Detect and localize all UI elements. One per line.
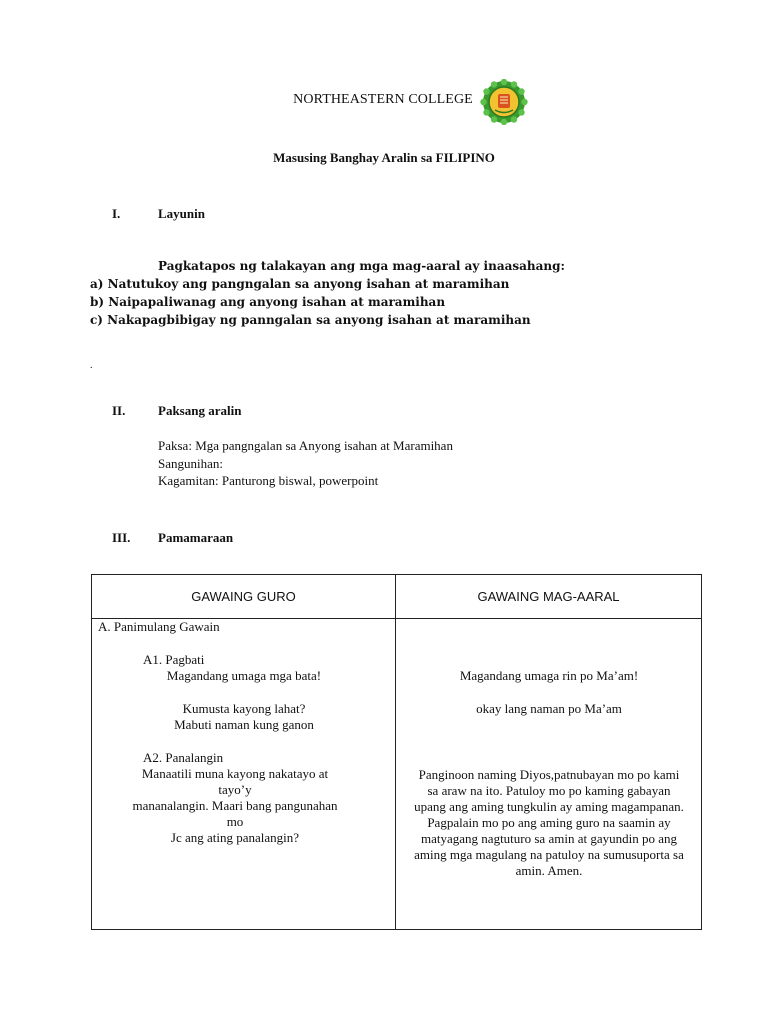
pagbati-line-2: Kumusta kayong lahat?: [182, 701, 306, 716]
guro-cell: [92, 619, 396, 930]
panalangin-label: A2. Panalangin: [143, 750, 224, 765]
pagbati-line-1: Magandang umaga mga bata!: [166, 668, 322, 683]
prayer-line-2: sa araw na ito. Patuloy mo po kaming gabayan: [427, 783, 671, 798]
document-title: Masusing Banghay Aralin sa FILIPINO: [273, 150, 495, 165]
mag-aaral-response-1: Magandang umaga rin po Ma’am!: [459, 668, 639, 683]
kagamitan-line: Kagamitan: Panturong biswal, powerpoint: [158, 473, 379, 488]
objective-c: c) Nakapagbibigay ng panngalan sa anyong isahan at maramihan: [90, 313, 531, 327]
header-gawaing-mag-aaral: GAWAING MAG-AARAL: [396, 575, 702, 619]
header-gawaing-guro: GAWAING GURO: [92, 575, 396, 619]
table-row: [92, 619, 702, 930]
panalangin-line-1: Manaatili muna kayong nakatayo at tayo’y: [141, 766, 329, 797]
panalangin-line-3: Jc ang ating panalangin?: [170, 830, 300, 845]
prayer-line-5: matyagang nagtuturo sa amin at gayundin po ang: [421, 831, 677, 846]
mag-aaral-response-2: okay lang naman po Ma’am: [476, 701, 622, 716]
objective-b: b) Naipapaliwanag ang anyong isahan at maramihan: [90, 295, 446, 309]
college-name: NORTHEASTERN COLLEGE: [293, 92, 473, 107]
section-2-number: II.: [112, 403, 126, 418]
prayer-line-4: Pagpalain mo po ang aming guro na saamin ay: [427, 815, 671, 830]
stray-dot: .: [90, 360, 93, 371]
table-header-row: [92, 575, 702, 619]
panalangin-line-2: mananalangin. Maari bang pangunahan mo: [132, 798, 338, 829]
section-1-title: Layunin: [158, 206, 205, 221]
sangunihan-line: Sangunihan:: [158, 456, 223, 471]
panimulang-gawain-heading: A. Panimulang Gawain: [98, 619, 220, 634]
panalangin-lines: [130, 766, 340, 846]
prayer-line-1: Panginoon naming Diyos,patnubayan mo po kami: [418, 767, 680, 782]
lesson-activities-table: [91, 574, 702, 930]
prayer-line-6: aming mga magulang na patuloy na sumusuporta sa: [414, 847, 684, 862]
prayer-line-3: upang ang aming tungkulin ay aming magampanan.: [414, 799, 684, 814]
mag-aaral-prayer: [396, 767, 702, 879]
college-name-heading: [0, 92, 768, 108]
section-3-title: Pamamaraan: [158, 530, 234, 545]
pagbati-line-3: Mabuti naman kung ganon: [174, 717, 314, 732]
paksa-line: Paksa: Mga pangngalan sa Anyong isahan at Maramihan: [158, 438, 453, 453]
mag-aaral-cell: [396, 619, 702, 930]
pagbati-lines: [92, 668, 396, 733]
objective-a: a) Natutukoy ang pangngalan sa anyong isahan at maramihan: [90, 277, 510, 291]
section-1-number: I.: [112, 206, 121, 221]
section-3-number: III.: [112, 530, 131, 545]
objectives-intro: Pagkatapos ng talakayan ang mga mag-aaral ay inaasahang:: [158, 259, 565, 273]
college-seal-logo-icon: [479, 79, 529, 125]
section-2-title: Paksang aralin: [158, 403, 242, 418]
pagbati-label: A1. Pagbati: [143, 652, 205, 667]
prayer-line-7: amin. Amen.: [515, 863, 583, 878]
